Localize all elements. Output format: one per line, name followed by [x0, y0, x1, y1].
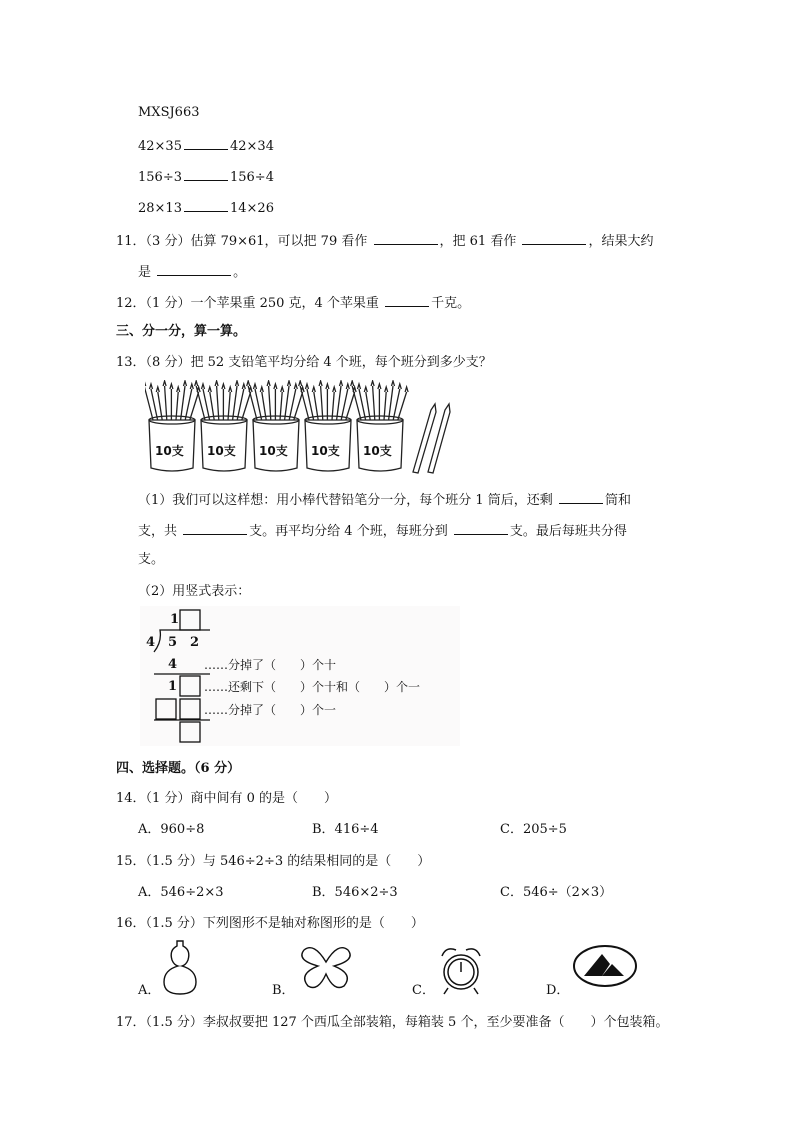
answer-blank[interactable]: [183, 520, 247, 535]
answer-blank[interactable]: [374, 230, 438, 245]
question-15-stem: 15．（1.5 分）与 546÷2÷3 的结果相同的是（ ）: [116, 854, 431, 869]
quotient-digit: 1: [170, 612, 180, 627]
step-remainder-digit: 1: [168, 679, 178, 694]
dividend-digit-ones: 2: [190, 635, 200, 650]
question-13-part-2-label: （2）用竖式表示：: [138, 584, 251, 599]
division-note-3: ……分掉了（ ）个一: [204, 703, 337, 717]
step-product-digit: 4: [168, 657, 178, 672]
section-heading-3: 三、分一分，算一算。: [116, 324, 247, 339]
option-b[interactable]: B．416÷4: [312, 822, 379, 837]
divisor-digit: 4: [146, 635, 156, 650]
option-c[interactable]: C．: [412, 983, 435, 998]
question-13-part-1-line-3: 支。: [138, 552, 165, 567]
question-17-stem: 17．（1.5 分）李叔叔要把 127 个西瓜全部装箱，每箱装 5 个，至少要准备（ ）个包装箱。: [116, 1015, 669, 1030]
answer-blank[interactable]: [385, 292, 429, 307]
question-13-part-1-line-2: 支，共 支。再平均分给 4 个班，每班分到 支。最后每班共分得: [138, 520, 627, 541]
long-division-frame: [140, 606, 460, 746]
alarm-clock-icon: [436, 944, 486, 998]
section-heading-4: 四、选择题。（6 分）: [116, 761, 241, 776]
pencil-cups-figure: [145, 380, 455, 475]
cup-label: 10支: [259, 444, 288, 458]
question-16-stem: 16．（1.5 分）下列图形不是轴对称图形的是（ ）: [116, 916, 424, 931]
option-c[interactable]: C．205÷5: [500, 822, 567, 837]
long-division-figure: [140, 606, 460, 746]
document-code: MXSJ663: [138, 105, 200, 120]
logo-ellipse-icon: [572, 944, 638, 988]
division-note-1: ……分掉了（ ）个十: [204, 658, 337, 672]
option-a[interactable]: A．960÷8: [138, 822, 205, 837]
answer-blank[interactable]: [157, 261, 231, 276]
cup-label: 10支: [363, 444, 392, 458]
cup-label: 10支: [311, 444, 340, 458]
option-c[interactable]: C．546÷（2×3）: [500, 885, 613, 900]
answer-blank[interactable]: [184, 135, 228, 150]
cup-label: 10支: [155, 444, 184, 458]
compare-item-2: 156÷3 156÷4: [138, 166, 274, 187]
question-11-line-1: 11．（3 分）估算 79×61，可以把 79 看作 ，把 61 看作 ，结果大约: [116, 230, 653, 251]
option-b[interactable]: B．546×2÷3: [312, 885, 398, 900]
compare-item-3: 28×13 14×26: [138, 197, 274, 218]
answer-blank[interactable]: [184, 166, 228, 181]
answer-blank[interactable]: [559, 489, 603, 504]
option-b[interactable]: B．: [272, 983, 295, 998]
flower-shape-icon: [296, 940, 356, 992]
question-14-stem: 14．（1 分）商中间有 0 的是（ ）: [116, 791, 337, 806]
option-d[interactable]: D．: [546, 983, 570, 998]
option-a[interactable]: A．546÷2×3: [138, 885, 224, 900]
gourd-shape-icon: [160, 938, 200, 996]
compare-item-1: 42×35 42×34: [138, 135, 274, 156]
answer-blank[interactable]: [454, 520, 508, 535]
answer-blank[interactable]: [184, 197, 228, 212]
dividend-digit-tens: 5: [168, 635, 178, 650]
division-note-2: ……还剩下（ ）个十和（ ）个一: [204, 680, 421, 694]
question-12: 12．（1 分）一个苹果重 250 克，4 个苹果重 千克。: [116, 292, 470, 313]
question-13-stem: 13．（8 分）把 52 支铅笔平均分给 4 个班，每个班分到多少支？: [116, 355, 492, 370]
cup-label: 10支: [207, 444, 236, 458]
answer-blank[interactable]: [522, 230, 586, 245]
pencil-tip: [405, 387, 408, 392]
option-a[interactable]: A．: [138, 983, 161, 998]
question-11-line-2: 是 。: [138, 261, 246, 282]
question-13-part-1-line-1: （1）我们可以这样想：用小棒代替铅笔分一分，每个班分 1 筒后，还剩 筒和: [138, 489, 631, 510]
